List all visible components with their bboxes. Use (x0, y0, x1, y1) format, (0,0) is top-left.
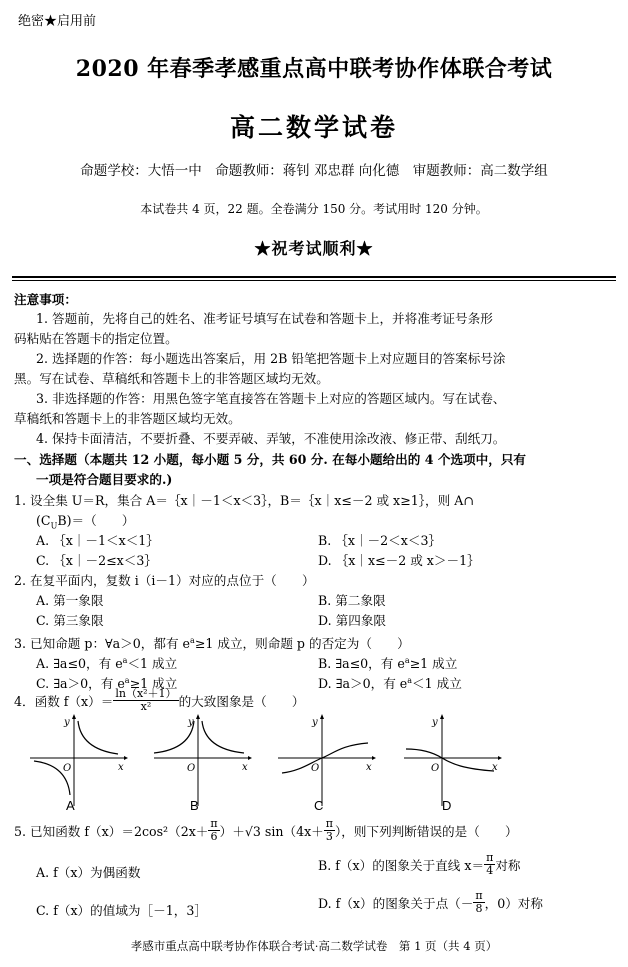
q3-stem: 3. 已知命题 p：∀a＞0，都有 $e^a\ge 1$ 成立，则命题 p 的否定为（ ） (14, 636, 410, 652)
q5-option-a: A. f（x）为偶函数 (36, 865, 141, 880)
exam-title: 2020 年春季孝感重点高中联考协作体联合考试 (75, 56, 553, 82)
graph-a (28, 713, 128, 808)
graph-d-y-label: y (432, 717, 438, 728)
q1-stem-b: $(C_UB)=$（ ） (36, 513, 135, 531)
q5-option-b: B. f（x）的图象关于直线 x＝ $\frac{\pi}{4}$ 对称 (318, 851, 521, 877)
graph-c-y-label: y (312, 717, 318, 728)
note-1a: 1. 答题前，先将自己的姓名、准考证号填写在试卷和答题卡上，并将准考证号条形 (36, 311, 493, 326)
section-heading-a: 一、选择题（本题共 12 小题，每小题 5 分，共 60 分. 在每小题给出的 4 个选项中，只有 (14, 452, 527, 467)
note-3a: 3. 非选择题的作答：用黑色签字笔直接答在答题卡上对应的答题区域内。写在试卷、 (36, 391, 506, 406)
graph-b-origin: O (187, 763, 196, 774)
q3-option-d: D. ∃a＞0，有 $e^a<1$ 成立 (318, 676, 462, 692)
q2-stem: 2. 在复平面内，复数 i（i－1）对应的点位于（ ） (14, 573, 315, 588)
q1-option-b: B. ｛x｜－2＜x＜3｝ (318, 533, 442, 548)
q2-option-c: C. 第三象限 (36, 613, 104, 628)
section-heading-b: 一项是符合题目要求的.) (36, 472, 173, 487)
q3-option-c: C. ∃a＞0，有 $e^a\ge 1$ 成立 (36, 676, 178, 692)
note-2b: 黑。写在试卷、草稿纸和答题卡上的非答题区域均无效。 (14, 371, 329, 386)
q1-option-a: A. ｛x｜－1＜x＜1｝ (36, 533, 159, 548)
authors-line: 命题学校：大悟一中 命题教师：蒋钊 邓忠群 向化德 审题教师：高二数学组 (80, 163, 548, 179)
q3-option-b: B. ∃a≤0，有 $e^a\ge 1$ 成立 (318, 656, 458, 672)
divider-thin (12, 280, 616, 281)
graph-b-y-label: y (188, 717, 194, 728)
q2-option-b: B. 第二象限 (318, 593, 386, 608)
graph-d (402, 713, 502, 808)
graph-c-origin: O (311, 763, 320, 774)
graph-a-label: A (66, 798, 75, 813)
good-luck-banner: ★祝考试顺利★ (254, 239, 374, 258)
divider (12, 276, 616, 278)
q3-option-a: A. ∃a≤0，有 $e^a<1$ 成立 (36, 656, 178, 672)
graph-c (276, 713, 376, 808)
graph-d-origin: O (431, 763, 440, 774)
q2-option-d: D. 第四象限 (318, 613, 387, 628)
graph-a-y-label: y (64, 717, 70, 728)
q5-stem: 5. 已知函数 f（x）＝2cos²（2x＋ $\frac{\pi}{6}$ ）＋√3 sin（4x＋ $\frac{\pi}{3}$ ），则下列判断错误的是（ ） (14, 817, 518, 843)
q1-option-c: C. ｛x｜－2≤x＜3｝ (36, 553, 157, 568)
note-1b: 码粘贴在答题卡的指定位置。 (14, 331, 178, 346)
note-2a: 2. 选择题的作答：每小题选出答案后，用 2B 铅笔把答题卡上对应题目的答案标号涂 (36, 351, 506, 366)
q5-option-c: C. f（x）的值域为［－1，3］ (36, 903, 207, 918)
graph-c-label: C (314, 798, 324, 813)
note-3b: 草稿纸和答题卡上的非答题区域均无效。 (14, 411, 241, 426)
graph-c-x-label: x (366, 762, 372, 773)
graph-a-origin: O (63, 763, 72, 774)
q1-option-d: D. ｛x｜x≤－2 或 x＞－1｝ (318, 553, 480, 568)
notes-heading: 注意事项： (14, 292, 77, 307)
q2-option-a: A. 第一象限 (36, 593, 104, 608)
q5-option-d: D. f（x）的图象关于点（－ $\frac{\pi}{8}$ ，0）对称 (318, 889, 543, 915)
graph-b-x-label: x (242, 762, 248, 773)
secret-label: 绝密★启用前 (18, 14, 97, 29)
graph-d-label: D (442, 798, 452, 813)
note-4: 4. 保持卡面清洁，不要折叠、不要弄破、弄皱，不准使用涂改液、修正带、刮纸刀。 (36, 431, 506, 446)
graph-b-label: B (190, 798, 199, 813)
exam-subtitle: 高二数学试卷 (229, 113, 398, 142)
q1-stem-a: 1. 设全集 U＝R，集合 A＝｛x｜－1＜x＜3｝，B＝｛x｜x≤－2 或 x≥1｝，则 A∩ (14, 493, 474, 508)
q4-stem: 4．函数 f（x）＝ $\frac{\text{ln（x²＋1）}}{\text{x²}}$ 的大致图象是（ ） (14, 687, 305, 713)
graph-d-x-label: x (492, 762, 498, 773)
page-footer: 孝感市重点高中联考协作体联合考试·高二数学试卷 第 1 页（共 4 页） (130, 939, 498, 953)
graph-a-x-label: x (118, 762, 124, 773)
graph-b (152, 713, 252, 808)
exam-info: 本试卷共 4 页，22 题。全卷满分 150 分。考试用时 120 分钟。 (140, 202, 488, 216)
